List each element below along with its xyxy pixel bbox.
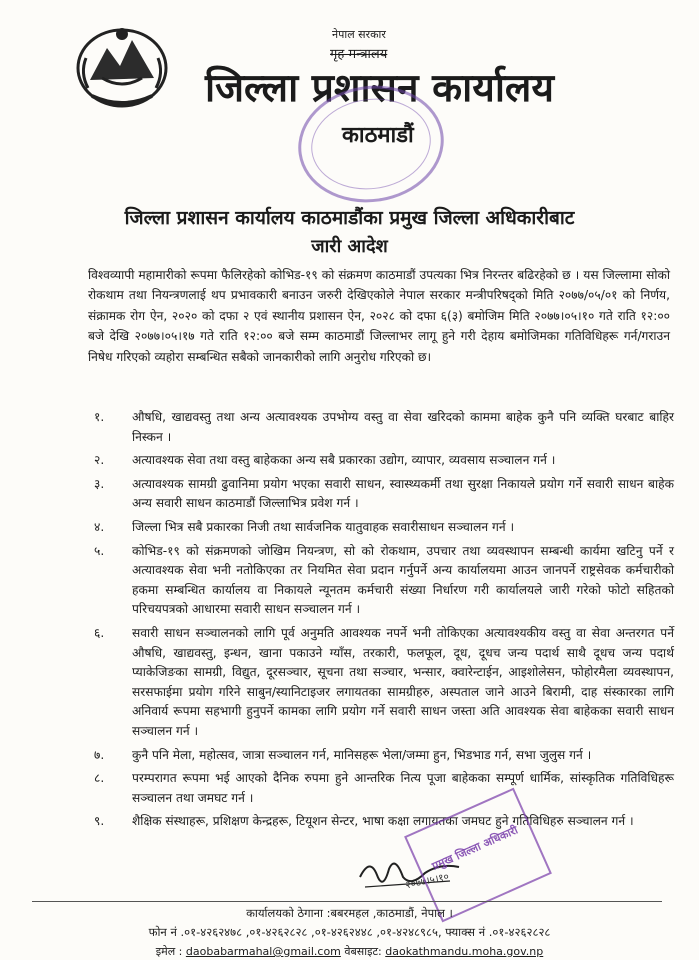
list-item (94, 408, 674, 447)
item-number: २. (94, 453, 105, 468)
item-text: शैक्षिक संस्थाहरू, प्रशिक्षण केन्द्रहरू, टियूशन सेन्टर, भाषा कक्षा लगायतका जमघट हुने गतिविधिहरु सञ्चालन गर्न । (132, 814, 634, 829)
list-item (94, 624, 674, 742)
item-number: ३. (94, 476, 105, 491)
list-item (94, 451, 674, 471)
item-text: जिल्ला भित्र सबै प्रकारका निजी तथा सार्वजनिक यातुवाहक सवारीसाधन सञ्चालन गर्न । (132, 519, 515, 534)
item-number: ८. (94, 771, 105, 786)
government-line: नेपाल सरकार (332, 28, 386, 41)
item-number: ९. (94, 814, 105, 829)
list-item (94, 475, 674, 514)
footer-divider (32, 901, 662, 902)
item-text: कुनै पनि मेला, महोत्सव, जात्रा सञ्चालन गर्न, मानिसहरू भेला/जम्मा हुन, भिडभाड गर्न, सभा जुलुस गर्न । (132, 747, 592, 762)
item-text: कोभिड-१९ को संक्रमणको जोखिम नियन्त्रण, सो को रोकथाम, उपचार तथा व्यवस्थापन सम्बन्धी कार्यमा खटिनु पर्ने र अत्यावश्यक सेवा भनी नतोकिएका तर नियमित सेवा प्रदान गर्नुपर्ने अन्य कार्यालयमा आउन जानपर्ने राष्ट्रसेवक कर्मचारीको हकमा सम्बन्धित कार्यालय वा निकायले न्यूनतम कर्मचारी संख्या निर्धारण गरी कार्यालयले जारी गरेको फोटो सहितको परिचयपत्रको आधारमा सवारी साधन सञ्चालन गर्न । (132, 543, 674, 617)
list-item (94, 812, 674, 832)
office-title: जिल्ला प्रशासन कार्यालय (205, 66, 554, 111)
list-item (94, 542, 674, 620)
item-text: अत्यावश्यक सेवा तथा वस्तु बाहेकका अन्य सबै प्रकारका उद्योग, व्यापार, व्यवसाय सञ्चालन गर्न । (132, 453, 556, 468)
list-item (94, 769, 674, 808)
order-heading: जिल्ला प्रशासन कार्यालय काठमाडौंका प्रमुख जिल्ला अधिकारीबाट (124, 207, 575, 229)
list-item (94, 746, 674, 766)
website-label: वेबसाइट: (344, 945, 382, 958)
intro-paragraph: विश्वव्यापी महामारीको रूपमा फैलिरहेको कोभिड-१९ को संक्रमण काठमाडौं उपत्यका भित्र निरन्तर बढिरहेको छ । यस जिल्लामा सोको रोकथाम तथा नियन्त्रणलाई थप प्रभावकारी बनाउन जरुरी देखिएकोले नेपाल सरकार मन्त्रीपरिषद्को मिति २०७७/०५/०१ को निर्णय, संक्रामक रोग ऐन, २०२० को दफा २ एवं स्थानीय प्रशासन ऐन, २०२८ को दफा ६(३) बमोजिम मिति २०७७।०५।१० गते राति १२:०० बजे देखि २०७७।०५।१७ गते राति १२:०० बजे सम्म काठमाडौं जिल्लाभर लागू हुने गरी देहाय बमोजिमका गतिविधिहरू गर्न/गराउन निषेध गरिएको व्यहोरा सम्बन्धित सबैको जानकारीको लागि अनुरोध गरिएको छ। (88, 268, 670, 364)
email-link[interactable]: daobabarmahal@gmail.com (185, 945, 341, 958)
ministry-line: गृह मन्त्रालय (330, 47, 388, 62)
item-number: ७. (94, 747, 105, 762)
website-link[interactable]: daokathmandu.moha.gov.np (385, 945, 544, 958)
district-line: काठमाडौं (342, 123, 414, 148)
nepal-emblem-icon (72, 18, 172, 113)
item-text: सवारी साधन सञ्चालनको लागि पूर्व अनुमति आवश्यक नपर्ने भनी तोकिएका अत्यावश्यकीय वस्तु वा सेवा अन्तरगत पर्ने औषधि, खाद्यवस्तु, इन्धन, खाना पकाउने ग्याँस, तरकारी, फलफूल, दूध, दूधच जन्य पदार्थ साथै दूधच जन्य पदार्थ प्याकेजिङका सामग्री, विद्युत, दूरसञ्चार, सूचना तथा सञ्चार, भन्सार, क्वारेन्टाईन, आइशोलेसन, फोहोरमैला व्यवस्थापन, सरसफाईमा प्रयोग गरिने साबुन/स्यानिटाइजर लगायतका सामग्रीहरु, अस्पताल जाने आउने बिरामी, दाह संस्कारका लागि अनिवार्य रूपमा सहभागी हुनुपर्ने कामका लागि प्रयोग गर्ने सवारी साधन जस्ता अति आवश्यक सेवा बाहेकका सवारी साधन सञ्चालन गर्न । (132, 625, 674, 738)
item-number: ४. (94, 519, 105, 534)
item-text: परम्परागत रूपमा भई आएको दैनिक रुपमा हुने आन्तरिक नित्य पूजा बाहेकका सम्पूर्ण धार्मिक, सांस्कृतिक गतिविधिहरू सञ्चालन तथा जमघट गर्न । (132, 771, 674, 805)
item-text: अत्यावश्यक सामग्री ढुवानिमा प्रयोग भएका सवारी साधन, स्वास्थ्यकर्मी तथा सुरक्षा निकायले प्रयोग गर्ने सवारी साधन बाहेक अन्य सवारी साधन काठमाडौं जिल्लाभित्र प्रवेश गर्न । (132, 476, 674, 511)
item-number: १. (94, 410, 105, 424)
order-items-list (94, 408, 674, 836)
signature-date: २०७७।५।१० (404, 871, 450, 892)
footer-phone: फोन नं .०१-४२६२४७८ ,०१-४२६२८२८ ,०१-४२६२४४८ ,०१-४२४८९८५, फ्याक्स नं .०१-४२६२८२८ (148, 925, 551, 939)
list-item (94, 518, 674, 538)
item-number: ५. (94, 543, 105, 558)
footer-address: कार्यालयको ठेगाना :बबरमहल ,काठमाडौं, नेपाल । (246, 906, 453, 920)
footer-contact (0, 944, 699, 959)
order-subheading: जारी आदेश (311, 236, 388, 257)
item-text: औषधि, खाद्यवस्तु तथा अन्य अत्यावश्यक उपभोग्य वस्तु वा सेवा खरिदको काममा बाहेक कुनै पनि व्यक्ति घरबाट बाहिर निस्कन । (132, 410, 674, 444)
item-number: ६. (94, 625, 105, 640)
officer-stamp: प्रमुख जिल्ला अधिकारी (404, 788, 552, 923)
email-label: इमेल : (155, 945, 183, 958)
